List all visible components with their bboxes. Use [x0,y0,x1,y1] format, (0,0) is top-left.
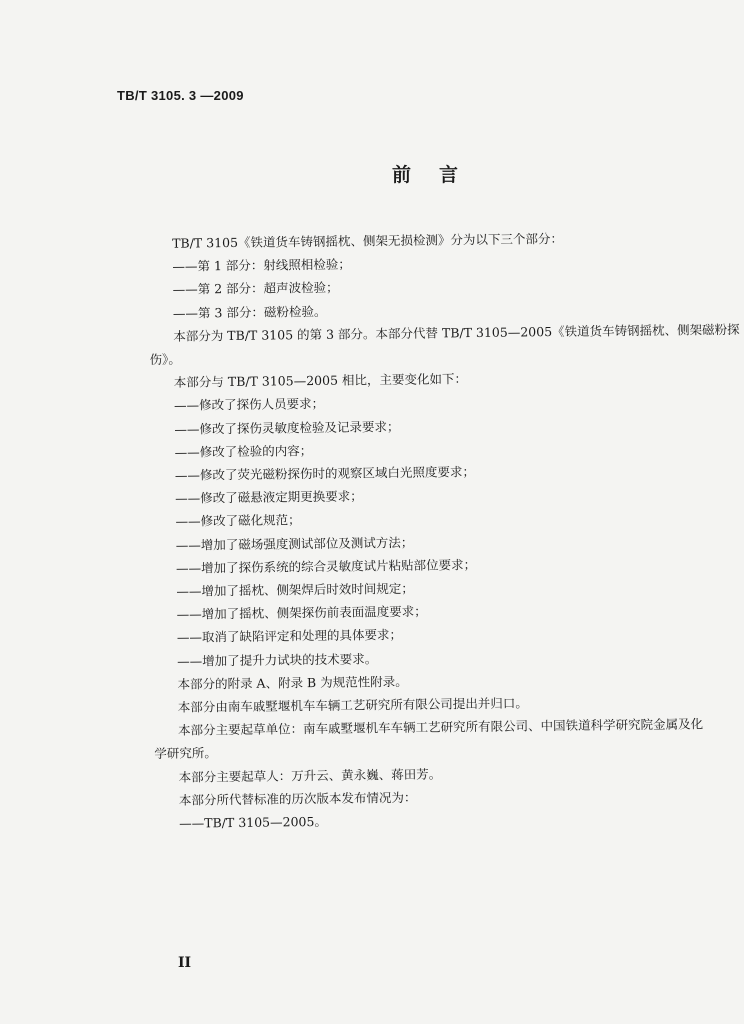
paragraph-changes-intro: 本部分与 TB/T 3105—2005 相比，主要变化如下： [173,371,468,390]
paragraph-history-intro: 本部分所代替标准的历次版本发布情况为： [178,789,417,808]
list-item-change: ——增加了摇枕、侧架探伤前表面温度要求； [176,603,427,622]
paragraph-replaces-cont: 伤》。 [149,351,181,368]
list-item-history: ——TB/T 3105—2005。 [179,813,327,831]
list-item-change: ——增加了探伤系统的综合灵敏度试片粘贴部位要求； [176,556,477,576]
list-item-change: ——增加了提升力试块的技术要求。 [177,650,378,669]
list-item-change: ——增加了磁场强度测试部位及测试方法； [175,534,414,553]
list-item-change: ——修改了检验的内容； [174,442,313,460]
paragraph-proposer: 本部分由南车戚墅堰机车车辆工艺研究所有限公司提出并归口。 [177,695,528,715]
paragraph-replaces: 本部分为 TB/T 3105 的第 3 部分。本部分代替 TB/T 3105—2005《铁道货车铸钢摇枕、侧架磁粉探 [173,321,740,344]
paragraph-drafting-units: 本部分主要起草单位：南车戚墅堰机车车辆工艺研究所有限公司、中国铁道科学研究院金属及化 [178,716,704,738]
list-item-change: ——取消了缺陷评定和处理的具体要求； [176,627,403,646]
page-title: 前言 [392,164,487,186]
list-item-change: ——修改了探伤灵敏度检验及记录要求； [174,418,400,437]
list-item-part-1: ——第 1 部分：射线照相检验； [172,256,351,274]
paragraph-annexes: 本部分的附录 A、附录 B 为规范性附录。 [177,673,408,692]
page-number: II [178,955,192,971]
list-item-change: ——增加了摇枕、侧架焊后时效时间规定； [176,580,414,599]
list-item-change: ——修改了探伤人员要求； [174,396,325,414]
list-item-change: ——修改了磁化规范； [175,512,301,530]
list-item-change: ——修改了荧光磁粉探伤时的观察区域白光照度要求； [174,464,476,483]
paragraph-drafting-units-cont: 学研究所。 [154,745,217,762]
standard-code: TB/T 3105. 3 —2009 [117,88,244,103]
foreword-body [148,225,740,835]
list-item-part-2: ——第 2 部分：超声波检验； [172,280,339,298]
list-item-change: ——修改了磁悬液定期更换要求； [175,488,363,506]
paragraph-drafters: 本部分主要起草人：万升云、黄永巍、蒋田芳。 [178,766,442,785]
paragraph-parts-intro: TB/T 3105《铁道货车铸钢摇枕、侧架无损检测》分为以下三个部分： [172,230,564,251]
list-item-part-3: ——第 3 部分：磁粉检验。 [172,303,327,321]
